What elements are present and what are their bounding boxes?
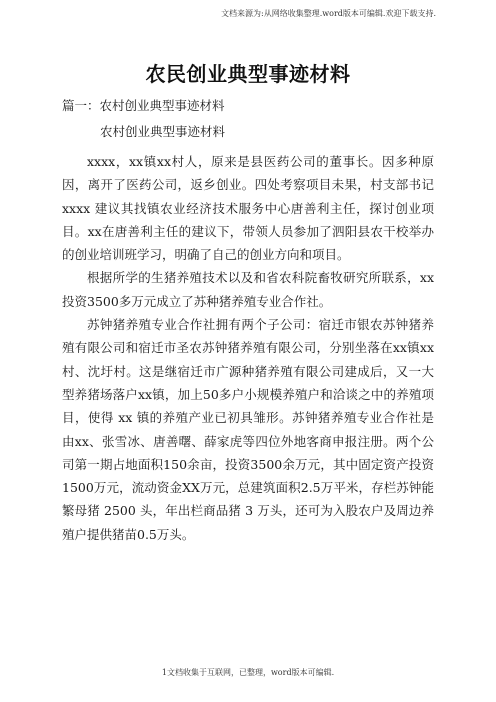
document-subtitle: 农村创业典型事迹材料 [100,124,226,139]
paragraph-2: 根据所学的生猪养殖技术以及和省农科院畜牧研究所联系，xx投资3500多万元成立了苏种猪养殖专业合作社。 [62,270,434,309]
paragraph-1: xxxx，xx镇xx村人，原来是县医药公司的董事长。因多种原因，离开了医药公司，返乡创业。四处考察项目未果，村支部书记 xxxx 建议其找镇农业经济技术服务中心唐善利主任，探讨创业项目。xx在唐善利主任的建议下，带领人员参加了泗阳县农干校举办的创业培训班学习，明确了自己的创业方向和项目。 [62,154,434,263]
footer-note: 1文档收集于互联网，已整理，word版本可编辑. [161,668,335,677]
section-heading: 篇一：农村创业典型事迹材料 [62,98,225,113]
body-text [62,150,434,546]
paragraph-3: 苏钟猪养殖专业合作社拥有两个子公司：宿迁市银农苏钟猪养殖有限公司和宿迁市圣农苏钟猪养殖有限公司，分别坐落在xx镇xx村、沈圩村。这是继宿迁市广源种猪养殖有限公司建成后，又一大型养猪场落户xx镇，加上50多户小规模养殖户和洽谈之中的养殖项目，使得 xx 镇的养殖产业已初具雏形。苏钟猪养殖专业合作社是由xx、张雪冰、唐善曙、薛家虎等四位外地客商申报注册。两个公司第一期占地面积150余亩，投资3500余万元，其中固定资产投资1500万元，流动资金XX万元，总建筑面积2.5万平米，存栏苏钟能繁母猪 2500 头，年出栏商品猪 3 万头，还可为入股农户及周边养殖户提供猪苗0.5万头。 [62,317,434,542]
document-title: 农民创业典型事迹材料 [145,62,351,86]
header-note: 文档来源为:从网络收集整理.word版本可编辑.欢迎下载支持. [221,9,436,18]
